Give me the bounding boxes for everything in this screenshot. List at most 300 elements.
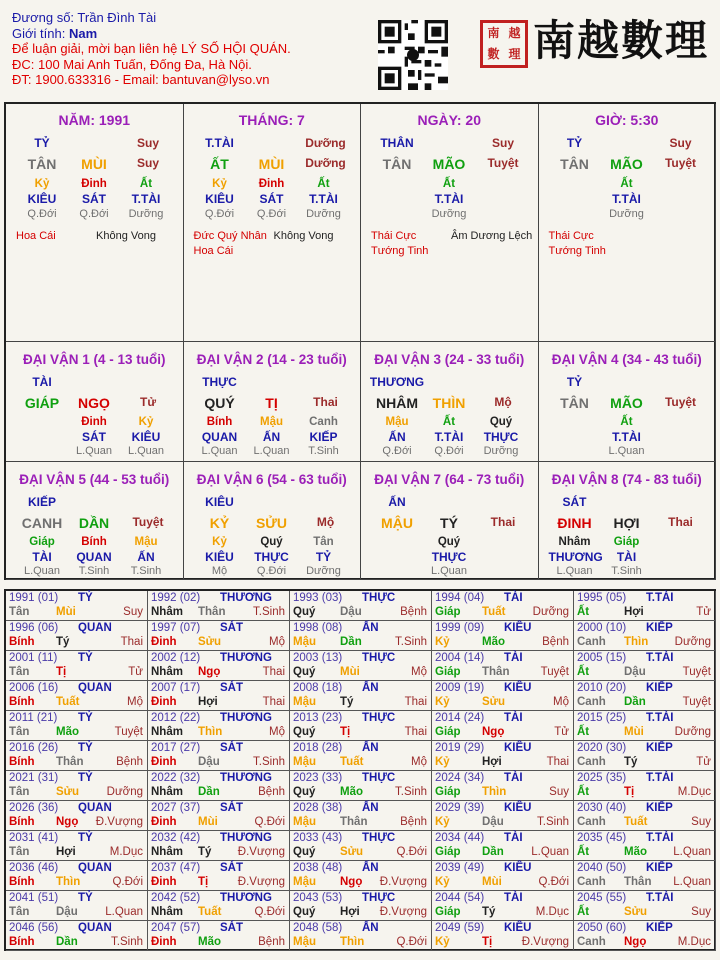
earthly-branch: MÃO [432, 156, 466, 172]
year-stem: Bính [9, 936, 35, 948]
year-god: TÀI [504, 892, 523, 904]
year-phase: Thai [120, 636, 143, 648]
year-cell [432, 921, 574, 951]
hidden-phase: Q.Đới [204, 208, 235, 220]
year-branch: Thìn [482, 786, 507, 798]
year-phase: Đ.Vượng [237, 876, 285, 888]
hidden-phase: L.Quan [75, 445, 113, 457]
year-phase: Suy [123, 606, 143, 618]
year-label: 2026 (36) [9, 802, 59, 814]
year-stem: Mậu [293, 756, 316, 768]
year-stem: Quý [293, 846, 316, 858]
luck-cycle-cell [184, 462, 362, 580]
pillar-cell [539, 104, 717, 342]
year-branch: Dần [482, 846, 504, 858]
year-branch: Thân [340, 816, 368, 828]
luck-stem: ĐINH [557, 515, 592, 531]
year-branch: Dần [198, 786, 220, 798]
year-label: 2037 (47) [151, 862, 201, 874]
year-label: 2031 (41) [9, 832, 59, 844]
year-stem: Tân [9, 726, 30, 738]
hidden-god: SÁT [82, 192, 106, 206]
luck-branch: TÝ [440, 515, 458, 531]
year-god: T.TÀI [646, 892, 674, 904]
year-cell [290, 621, 432, 651]
year-stem: Canh [577, 876, 606, 888]
year-god: TÀI [504, 772, 523, 784]
year-cell [148, 621, 290, 651]
hidden-stem: Tân [313, 536, 334, 548]
year-god: SÁT [220, 742, 243, 754]
year-god: TÀI [504, 652, 523, 664]
year-branch: Dậu [624, 666, 646, 678]
year-god: SÁT [220, 682, 243, 694]
year-stem: Mậu [293, 636, 316, 648]
year-phase: Q.Đới [254, 906, 285, 918]
year-stem: Mậu [293, 876, 316, 888]
hidden-phase: Dưỡng [609, 208, 644, 220]
hidden-god: THỰC [431, 550, 467, 564]
year-stem: Nhâm [151, 726, 183, 738]
year-branch: Mùi [198, 816, 218, 828]
year-phase: T.Sinh [111, 936, 143, 948]
star-label: Không Vong [96, 230, 156, 242]
hidden-stem: Đinh [81, 416, 107, 428]
year-stem: Bính [9, 816, 35, 828]
year-cell [290, 591, 432, 621]
year-branch: Tị [340, 726, 351, 738]
year-god: THƯƠNG [220, 592, 272, 604]
hidden-stem: Nhâm [558, 536, 591, 548]
year-label: 2004 (14) [435, 652, 485, 664]
year-stem: Quý [293, 786, 316, 798]
star-label: Tướng Tinh [548, 245, 606, 257]
hidden-phase: L.Quan [23, 565, 61, 577]
hidden-god: QUAN [201, 430, 238, 444]
stem-god: THÂN [380, 136, 414, 150]
year-label: 2022 (32) [151, 772, 201, 784]
year-god: THƯƠNG [220, 712, 272, 724]
year-phase: L.Quan [531, 846, 569, 858]
year-label: 2023 (33) [293, 772, 343, 784]
year-branch: Dần [624, 696, 646, 708]
year-phase: T.Sinh [537, 816, 569, 828]
year-branch: Ngọ [56, 816, 79, 828]
hidden-god: ẤN [262, 430, 281, 444]
year-god: THỰC [362, 832, 396, 844]
year-label: 1996 (06) [9, 622, 59, 634]
luck-title: ĐẠI VẬN 8 (74 - 83 tuổi) [551, 472, 702, 487]
year-cell [148, 861, 290, 891]
year-god: THƯƠNG [220, 832, 272, 844]
year-god: KIÊU [504, 622, 532, 634]
year-label: 1994 (04) [435, 592, 485, 604]
heavenly-stem: TÂN [27, 156, 57, 172]
year-cell [574, 651, 716, 681]
hidden-phase: T.Sinh [130, 565, 162, 577]
hidden-phase: L.Quan [253, 445, 290, 457]
year-stem: Đinh [151, 936, 177, 948]
year-cell [290, 711, 432, 741]
earthly-branch: MÙI [258, 156, 285, 172]
heavenly-stem: TÂN [382, 156, 412, 172]
hidden-god: TỶ [315, 550, 332, 564]
year-label: 2005 (15) [577, 652, 627, 664]
year-label: 2018 (28) [293, 742, 343, 754]
year-cell [6, 771, 148, 801]
year-stem: Mậu [293, 696, 316, 708]
hidden-stem: Kỷ [34, 178, 50, 190]
hidden-stem: Quý [437, 536, 461, 548]
name-value: Trần Đình Tài [77, 10, 157, 25]
hidden-god: KIÊU [205, 550, 234, 564]
luck-stem: TÂN [560, 395, 589, 411]
hidden-phase: L.Quan [608, 445, 645, 457]
year-cell [574, 711, 716, 741]
year-phase: T.Sinh [253, 756, 285, 768]
luck-phase: Mộ [316, 515, 335, 529]
hidden-god: TÀI [32, 550, 52, 564]
year-branch: Tuất [340, 756, 364, 768]
luck-title: ĐẠI VẬN 2 (14 - 23 tuổi) [196, 352, 347, 367]
year-label: 2024 (34) [435, 772, 485, 784]
year-cell [148, 921, 290, 951]
year-god: THƯƠNG [220, 652, 272, 664]
year-god: TỶ [78, 892, 93, 904]
year-phase: Tuyệt [114, 726, 143, 738]
year-stem: Kỷ [435, 756, 450, 768]
year-branch: Tị [624, 786, 635, 798]
year-phase: Tuyệt [540, 666, 569, 678]
year-label: 1992 (02) [151, 592, 201, 604]
year-stem: Quý [293, 666, 316, 678]
hidden-phase: Q.Đới [27, 208, 57, 220]
year-cell [148, 741, 290, 771]
year-stem: Giáp [435, 846, 461, 858]
hidden-god: THỰC [254, 550, 289, 564]
luck-god: THỰC [202, 375, 237, 389]
pillar-title: GIỜ: 5:30 [595, 112, 659, 128]
year-label: 2011 (21) [9, 712, 58, 724]
year-cell [6, 861, 148, 891]
logo: 南越數理 [533, 16, 710, 65]
year-god: KIÊU [504, 802, 532, 814]
year-cell [432, 651, 574, 681]
year-label: 2029 (39) [435, 802, 485, 814]
hidden-stem: Mậu [134, 536, 158, 548]
year-stem: Nhâm [151, 846, 183, 858]
year-cell [574, 621, 716, 651]
branch-god: Suy [136, 136, 159, 150]
hidden-stem: Đinh [258, 178, 285, 190]
year-cell [6, 591, 148, 621]
year-phase: Dưỡng [674, 726, 711, 738]
year-phase: L.Quan [105, 906, 143, 918]
year-stem: Canh [577, 696, 606, 708]
stem-god: TỶ [566, 136, 583, 150]
year-phase: Dưỡng [106, 786, 143, 798]
year-stem: Bính [9, 876, 35, 888]
hidden-stem: Bính [206, 416, 233, 428]
year-stem: Tân [9, 846, 30, 858]
luck-phase: Tử [139, 395, 157, 409]
year-cell [432, 891, 574, 921]
year-god: KIẾP [646, 922, 673, 934]
year-phase: Q.Đới [538, 876, 569, 888]
year-phase: Đ.Vượng [379, 876, 427, 888]
year-table [4, 589, 716, 951]
year-cell [432, 711, 574, 741]
year-phase: M.Dục [677, 936, 711, 948]
year-phase: Tuyệt [682, 696, 711, 708]
year-cell [6, 621, 148, 651]
year-stem: Giáp [435, 606, 461, 618]
year-stem: Đinh [151, 756, 177, 768]
year-cell [574, 591, 716, 621]
year-phase: Đ.Vượng [521, 936, 569, 948]
year-stem: Ất [577, 786, 590, 798]
hidden-god: T.TÀI [612, 192, 641, 206]
year-phase: T.Sinh [395, 786, 427, 798]
year-label: 2016 (26) [9, 742, 59, 754]
hidden-god: T.TÀI [434, 430, 464, 444]
year-label: 2048 (58) [293, 922, 343, 934]
year-label: 2021 (31) [9, 772, 59, 784]
luck-title: ĐẠI VẬN 1 (4 - 13 tuổi) [22, 352, 166, 367]
year-stem: Đinh [151, 696, 177, 708]
year-branch: Sửu [198, 636, 222, 648]
seal-stamp: 南 越 數 理 [480, 20, 528, 68]
year-stem: Giáp [435, 786, 461, 798]
luck-stem: GIÁP [24, 395, 60, 411]
year-cell [432, 591, 574, 621]
hidden-god: KIÊU [131, 430, 161, 444]
year-stem: Kỷ [435, 696, 450, 708]
year-stem: Giáp [435, 666, 461, 678]
year-stem: Mậu [293, 816, 316, 828]
year-stem: Quý [293, 906, 316, 918]
year-phase: Thai [262, 666, 285, 678]
year-branch: Dậu [482, 816, 504, 828]
year-branch: Thân [482, 666, 510, 678]
year-god: KIẾP [646, 742, 673, 754]
heavenly-stem: TÂN [560, 156, 589, 172]
hidden-god: QUAN [76, 550, 112, 564]
hidden-phase: L.Quan [201, 445, 238, 457]
year-phase: Suy [691, 816, 711, 828]
year-phase: Đ.Vượng [95, 816, 143, 828]
year-god: ẤN [362, 802, 379, 814]
year-label: 2047 (57) [151, 922, 201, 934]
year-cell [290, 771, 432, 801]
year-stem: Canh [577, 816, 606, 828]
branch-god: Dưỡng [305, 136, 346, 150]
year-god: ẤN [362, 682, 379, 694]
year-cell [574, 681, 716, 711]
year-cell [148, 801, 290, 831]
year-god: KIÊU [504, 862, 532, 874]
year-phase: Bệnh [258, 936, 285, 948]
year-cell [148, 771, 290, 801]
earthly-branch: MÃO [610, 156, 643, 172]
luck-stem: KỶ [209, 515, 230, 531]
year-label: 2014 (24) [435, 712, 485, 724]
luck-stem: NHÂM [376, 395, 418, 411]
year-branch: Mão [340, 786, 363, 798]
hidden-god: KIÊU [205, 192, 234, 206]
year-stem: Quý [293, 606, 316, 618]
year-branch: Sửu [624, 906, 648, 918]
year-label: 2002 (12) [151, 652, 201, 664]
year-label: 2040 (50) [577, 862, 627, 874]
year-god: QUAN [78, 622, 112, 634]
year-stem: Giáp [435, 906, 461, 918]
hidden-stem: Ất [620, 416, 633, 428]
year-god: ẤN [362, 622, 379, 634]
year-branch: Tý [56, 636, 70, 648]
luck-god: ẤN [388, 495, 406, 509]
year-cell [148, 681, 290, 711]
year-god: THỰC [362, 712, 396, 724]
year-label: 1999 (09) [435, 622, 485, 634]
year-label: 2020 (30) [577, 742, 627, 754]
growth-phase: Suy [136, 156, 159, 170]
year-stem: Đinh [151, 876, 177, 888]
luck-god: TÀI [32, 375, 52, 389]
year-branch: Tý [198, 846, 212, 858]
year-branch: Sửu [482, 696, 506, 708]
year-phase: Mộ [269, 636, 285, 648]
year-phase: Mộ [411, 756, 427, 768]
year-branch: Tuất [482, 606, 506, 618]
year-stem: Bính [9, 636, 35, 648]
hidden-phase: Q.Đới [256, 208, 287, 220]
heavenly-stem: ẤT [210, 156, 229, 172]
year-cell [574, 741, 716, 771]
year-label: 2017 (27) [151, 742, 201, 754]
luck-phase: Thai [668, 515, 693, 529]
year-phase: M.Dục [535, 906, 569, 918]
hidden-god: T.TÀI [131, 192, 161, 206]
year-branch: Tị [56, 666, 67, 678]
year-cell [6, 681, 148, 711]
year-cell [290, 891, 432, 921]
year-god: ẤN [362, 862, 379, 874]
hidden-phase: T.Sinh [308, 445, 339, 457]
star-label: Thái Cực [548, 230, 594, 242]
year-cell [148, 831, 290, 861]
year-branch: Tý [482, 906, 496, 918]
year-cell [432, 621, 574, 651]
year-stem: Bính [9, 696, 35, 708]
year-cell [574, 771, 716, 801]
luck-phase: Tuyệt [132, 515, 164, 529]
year-branch: Mùi [482, 876, 502, 888]
growth-phase: Dưỡng [305, 156, 346, 170]
year-phase: Tử [128, 666, 143, 678]
year-stem: Ất [577, 666, 590, 678]
year-stem: Tân [9, 666, 30, 678]
year-branch: Mão [482, 636, 505, 648]
year-cell [290, 651, 432, 681]
year-cell [148, 591, 290, 621]
hidden-stem: Ất [139, 178, 153, 190]
year-phase: T.Sinh [395, 636, 427, 648]
gender-label: Giới tính: [12, 25, 66, 41]
hidden-phase: Dưỡng [306, 565, 341, 577]
year-branch: Hợi [56, 846, 76, 858]
year-branch: Ngọ [340, 876, 363, 888]
year-cell [290, 801, 432, 831]
year-branch: Mão [198, 936, 221, 948]
year-cell [574, 891, 716, 921]
year-cell [148, 711, 290, 741]
year-stem: Đinh [151, 816, 177, 828]
year-stem: Tân [9, 786, 30, 798]
year-label: 2019 (29) [435, 742, 485, 754]
year-phase: Tử [696, 756, 711, 768]
hidden-stem: Đinh [81, 178, 107, 190]
year-stem: Ất [577, 906, 590, 918]
year-branch: Thìn [198, 726, 223, 738]
hidden-stem: Kỷ [138, 416, 154, 428]
year-god: T.TÀI [646, 832, 674, 844]
hidden-phase: Q.Đới [256, 565, 287, 577]
luck-phase: Thai [313, 395, 338, 409]
year-god: QUAN [78, 862, 112, 874]
luck-cycle-cell [184, 342, 362, 462]
luck-branch: DẦN [78, 515, 110, 531]
luck-branch: MÃO [610, 395, 643, 411]
year-phase: Q.Đới [254, 816, 285, 828]
luck-cycle-cell [539, 342, 717, 462]
hidden-god: T.TÀI [309, 192, 338, 206]
year-cell [432, 681, 574, 711]
year-god: KIÊU [504, 682, 532, 694]
year-branch: Mùi [56, 606, 76, 618]
star-label: Không Vong [273, 230, 334, 242]
year-stem: Đinh [151, 636, 177, 648]
year-god: T.TÀI [646, 652, 674, 664]
year-phase: Đ.Vượng [237, 846, 285, 858]
year-god: T.TÀI [646, 712, 674, 724]
year-branch: Thìn [624, 636, 649, 648]
year-label: 2050 (60) [577, 922, 627, 934]
year-stem: Kỷ [435, 936, 450, 948]
year-stem: Tân [9, 606, 30, 618]
year-branch: Hợi [482, 756, 502, 768]
luck-title: ĐẠI VẬN 3 (24 - 33 tuổi) [374, 352, 525, 367]
year-label: 2045 (55) [577, 892, 627, 904]
year-branch: Mão [624, 846, 647, 858]
year-stem: Mậu [293, 936, 316, 948]
luck-cycle-cell [539, 462, 717, 580]
year-branch: Hợi [198, 696, 218, 708]
year-label: 2008 (18) [293, 682, 343, 694]
year-label: 2039 (49) [435, 862, 485, 874]
luck-branch: TỊ [265, 395, 278, 411]
year-god: THƯƠNG [220, 772, 272, 784]
year-branch: Thân [198, 606, 226, 618]
year-stem: Ất [577, 726, 590, 738]
year-cell [432, 831, 574, 861]
year-stem: Nhâm [151, 786, 183, 798]
year-god: ẤN [362, 922, 379, 934]
year-branch: Tị [482, 936, 493, 948]
year-stem: Tân [9, 906, 30, 918]
year-label: 2049 (59) [435, 922, 485, 934]
luck-god: THƯƠNG [369, 375, 425, 389]
